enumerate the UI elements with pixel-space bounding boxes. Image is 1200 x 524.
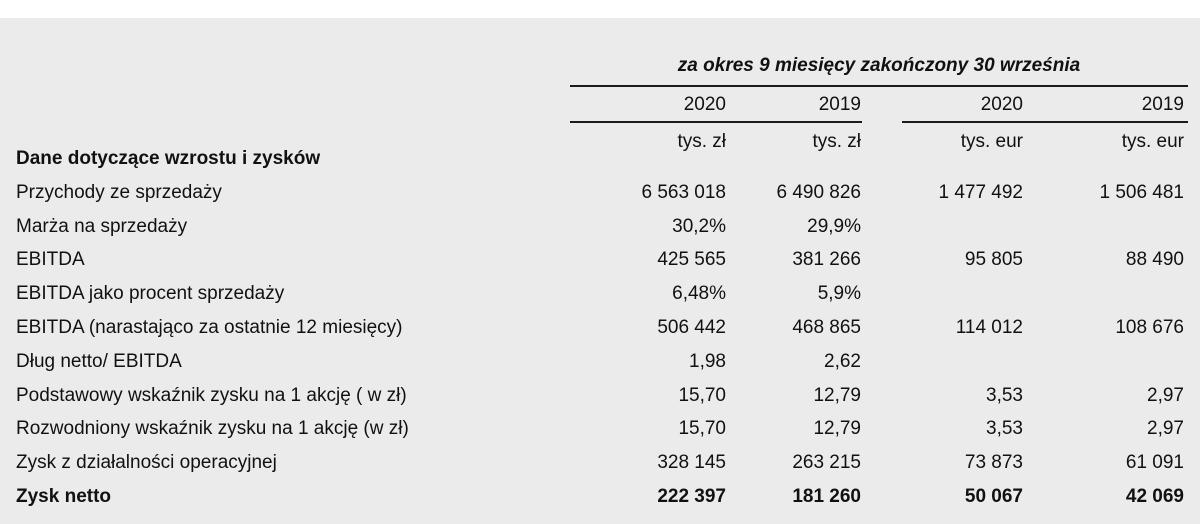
- year-col-2: 2019: [818, 94, 861, 115]
- row-value-col-4: 2,97: [1147, 418, 1184, 440]
- row-label: Zysk netto: [16, 486, 112, 507]
- row-label: Podstawowy wskaźnik zysku na 1 akcję ( w zł): [16, 384, 407, 406]
- row-label: Marża na sprzedaży: [16, 215, 188, 237]
- row-value-col-2: 381 266: [792, 249, 861, 271]
- row-value-col-2: 263 215: [792, 452, 861, 474]
- row-value-col-1: 328 145: [657, 452, 726, 474]
- row-value-col-4: 42 069: [1125, 486, 1184, 507]
- row-value-col-3: 95 805: [964, 249, 1023, 271]
- row-value-col-1: 15,70: [678, 418, 726, 440]
- row-label: Dane dotyczące wzrostu i zysków: [16, 148, 321, 169]
- row-label: Zysk z działalności operacyjnej: [16, 452, 277, 474]
- row-value-col-2: 29,9%: [807, 215, 861, 237]
- eur-rule: [902, 121, 1188, 123]
- table-row: [0, 210, 1200, 243]
- table-row: [0, 311, 1200, 344]
- unit-col-3: tys. eur: [960, 131, 1023, 152]
- row-value-col-1: 30,2%: [672, 215, 726, 237]
- row-value-col-1: 1,98: [689, 350, 726, 372]
- row-label: Przychody ze sprzedaży: [16, 181, 222, 203]
- row-value-col-1: 222 397: [657, 486, 726, 507]
- row-value-col-3: 114 012: [955, 317, 1023, 338]
- row-value-col-3: 73 873: [964, 452, 1023, 474]
- table-row: [0, 480, 1200, 513]
- row-value-col-2: 2,62: [824, 350, 861, 372]
- row-value-col-4: 88 490: [1125, 249, 1184, 271]
- table-row: [0, 142, 1200, 175]
- table-row: [0, 243, 1200, 276]
- row-value-col-4: 61 091: [1125, 452, 1184, 474]
- table-row: [0, 277, 1200, 310]
- row-value-col-3: 1 477 492: [938, 181, 1023, 203]
- financial-table-panel: [0, 18, 1200, 524]
- row-label: EBITDA (narastająco za ostatnie 12 miesięcy): [16, 317, 403, 338]
- row-value-col-2: 6 490 826: [776, 181, 861, 203]
- period-rule: [570, 85, 1188, 87]
- row-label: EBITDA: [16, 249, 85, 271]
- row-value-col-1: 6,48%: [672, 283, 726, 305]
- table-row: [0, 379, 1200, 412]
- table-row: [0, 176, 1200, 209]
- row-value-col-4: 1 506 481: [1099, 181, 1184, 203]
- unit-col-4: tys. eur: [1121, 131, 1184, 152]
- year-col-4: 2019: [1141, 94, 1184, 115]
- row-label: Dług netto/ EBITDA: [16, 350, 182, 372]
- row-value-col-1: 425 565: [657, 249, 726, 271]
- unit-col-2: tys. zł: [812, 131, 861, 152]
- row-value-col-2: 468 865: [792, 317, 861, 338]
- row-value-col-3: 3,53: [986, 418, 1023, 440]
- period-heading: za okres 9 miesięcy zakończony 30 września: [677, 55, 1081, 76]
- year-col-3: 2020: [980, 94, 1023, 115]
- row-value-col-3: 50 067: [964, 486, 1023, 507]
- table-row: [0, 345, 1200, 378]
- table-row: [0, 446, 1200, 479]
- row-value-col-4: 108 676: [1115, 317, 1184, 338]
- year-col-1: 2020: [683, 94, 726, 115]
- row-value-col-4: 2,97: [1147, 384, 1184, 406]
- row-value-col-2: 181 260: [792, 486, 861, 507]
- row-value-col-3: 3,53: [986, 384, 1023, 406]
- unit-col-1: tys. zł: [677, 131, 726, 152]
- row-value-col-2: 12,79: [813, 418, 861, 440]
- row-value-col-2: 12,79: [813, 384, 861, 406]
- row-label: EBITDA jako procent sprzedaży: [16, 283, 285, 305]
- pln-rule: [570, 121, 862, 123]
- row-value-col-2: 5,9%: [817, 283, 861, 305]
- row-value-col-1: 15,70: [678, 384, 726, 406]
- table-row: [0, 412, 1200, 445]
- row-value-col-1: 6 563 018: [641, 181, 726, 203]
- row-value-col-1: 506 442: [657, 317, 726, 338]
- row-label: Rozwodniony wskaźnik zysku na 1 akcję (w zł): [16, 418, 409, 440]
